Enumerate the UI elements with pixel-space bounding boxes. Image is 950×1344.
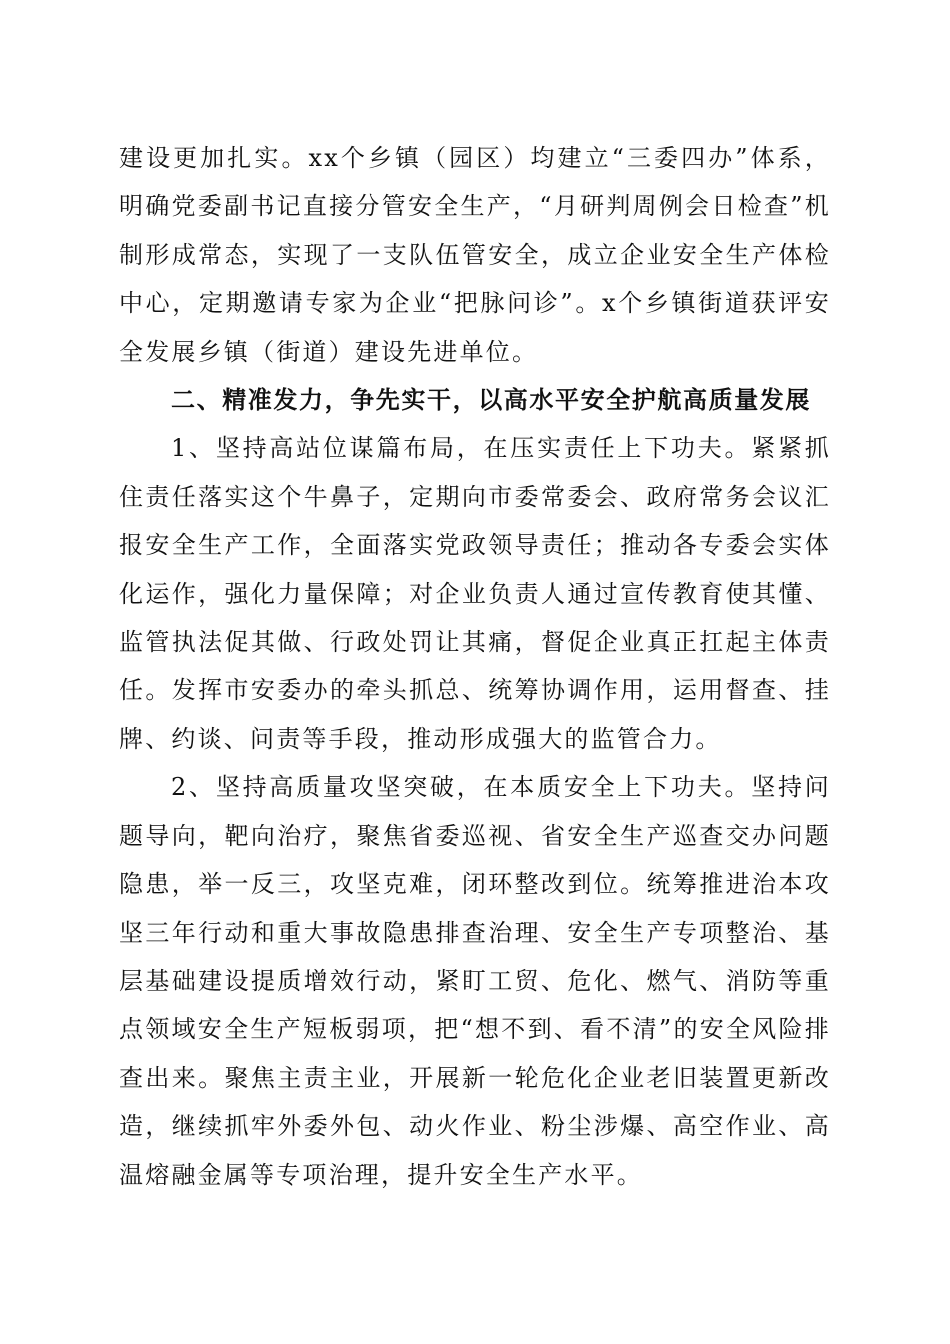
document-body bbox=[119, 134, 831, 1199]
paragraph-item-2: 2、坚持高质量攻坚突破，在本质安全上下功夫。坚持问题导向，靶向治疗，聚焦省委巡视、省安全生产巡查交办问题隐患，举一反三，攻坚克难，闭环整改到位。统筹推进治本攻坚三年行动和重大事故隐患排查治理、安全生产专项整治、基层基础建设提质增效行动，紧盯工贸、危化、燃气、消防等重点领域安全生产短板弱项，把“想不到、看不清”的安全风险排查出来。聚焦主责主业，开展新一轮危化企业老旧装置更新改造，继续抓牢外委外包、动火作业、粉尘涉爆、高空作业、高温熔融金属等专项治理，提升安全生产水平。 bbox=[119, 773, 831, 1189]
paragraph-item-1: 1、坚持高站位谋篇布局，在压实责任上下功夫。紧紧抓住责任落实这个牛鼻子，定期向市委常委会、政府常务会议汇报安全生产工作，全面落实党政领导责任；推动各专委会实体化运作，强化力量保障；对企业负责人通过宣传教育使其懂、监管执法促其做、行政处罚让其痛，督促企业真正扛起主体责任。发挥市安委办的牵头抓总、统筹协调作用，运用督查、挂牌、约谈、问责等手段，推动形成强大的监管合力。 bbox=[119, 434, 831, 753]
section-heading: 二、精准发力，争先实干，以高水平安全护航高质量发展 bbox=[171, 386, 811, 415]
paragraph-continuation: 建设更加扎实。xx个乡镇（园区）均建立“三委四办”体系，明确党委副书记直接分管安全生产，“月研判周例会日检查”机制形成常态，实现了一支队伍管安全，成立企业安全生产体检中心，定期邀请专家为企业“把脉问诊”。x个乡镇街道获评安全发展乡镇（街道）建设先进单位。 bbox=[119, 144, 831, 366]
